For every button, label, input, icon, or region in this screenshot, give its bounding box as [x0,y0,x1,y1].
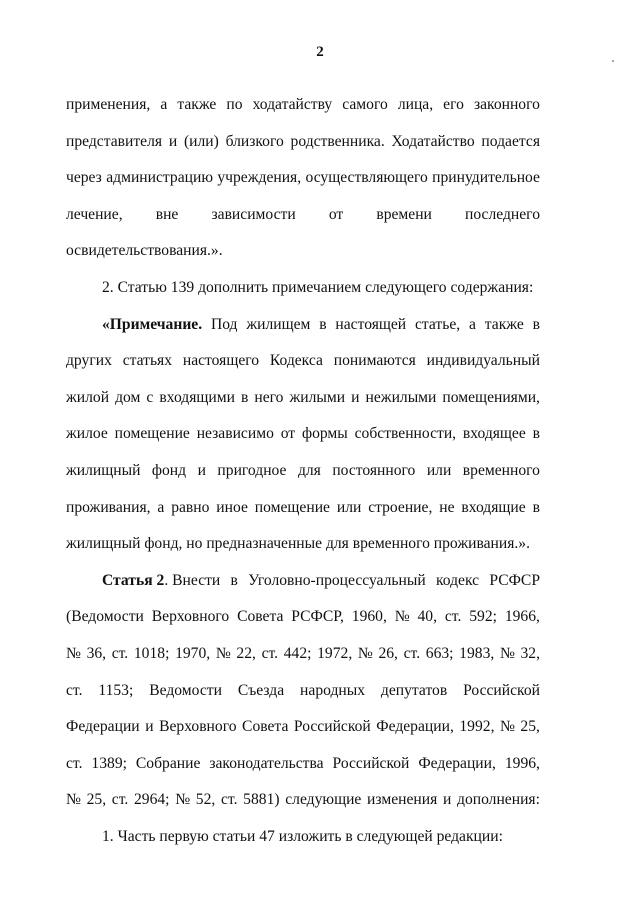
word: зависимости [211,205,296,223]
word: 32, [520,644,540,662]
text-line [66,746,540,783]
word: иное [216,498,248,516]
word: не [439,498,455,516]
text-line [66,343,540,380]
paragraph-part-47: 1. Часть первую статьи 47 изложить в следующей редакции: [102,827,503,845]
scan-speck [612,60,614,62]
word: Федерации [66,718,140,736]
word: и [351,388,360,406]
word: 52, [195,791,216,809]
word: него [254,388,284,406]
word: других [66,352,112,370]
word: Российской [463,681,540,699]
word: самого [342,96,388,113]
word: или [336,498,362,516]
word: вне [155,205,179,223]
word: Ходатайство [391,132,475,150]
word: ст. [221,791,238,809]
word: № [357,644,373,662]
word: проживания, [66,498,151,516]
word: и [145,718,154,736]
word: 26, [378,644,398,662]
word: в [532,315,540,333]
word: 1972, [317,644,353,662]
article-2-first [102,563,220,600]
text-line [66,490,540,527]
word: 5881) [243,791,280,809]
word: народных [300,681,366,699]
word: Верховного [151,608,230,626]
word: от [328,205,344,223]
word: 25, [520,718,540,736]
word: принудительное [432,169,540,187]
word: фонд [151,461,187,479]
word: настоящего [182,352,260,370]
article-2-w3: Уголовно-процессуальный [248,571,426,589]
text-line [66,87,540,124]
word: жилое [66,425,108,443]
word: № [500,718,515,736]
word: Собрание [135,754,201,772]
word: ст. [66,681,83,699]
word: дом [115,388,141,406]
word: понимаются [333,352,416,370]
word: 1970, [175,644,211,662]
text-line [66,782,540,819]
word: нежилыми [365,388,437,406]
word: 36, [86,644,107,662]
word: 1153; [98,681,134,699]
word: близкого [225,132,284,150]
word: по [226,96,243,113]
word: а [469,315,476,333]
word: для [297,461,321,479]
document-body [66,87,540,855]
word: изменения [367,791,438,809]
word: подается [481,132,540,150]
note-label: «Примечание. [102,315,203,333]
word: и [168,132,178,150]
text-line [66,124,540,161]
word: помещениями, [442,388,540,406]
article-2-heading-line [66,563,540,600]
text-line: освидетельствования.». [66,242,223,260]
word: в [319,315,327,333]
word: в [532,498,540,516]
word: последнего [465,205,540,223]
word: индивидуальный [426,352,540,370]
word: 1992, [459,718,495,736]
word: № [394,608,410,626]
word: ст. [111,791,129,809]
word: также [484,315,524,333]
word: входящие [461,498,526,516]
word: дополнения: [457,791,540,809]
word: 1389; [91,754,127,772]
word: лечение, [66,205,123,223]
word: 40, [417,608,437,626]
word: законного [473,96,540,113]
word: жилищный [66,461,141,479]
article-2-w2: в [230,571,238,589]
word: его [443,96,464,113]
word: РСФСР, [291,608,344,626]
word: в [241,388,249,406]
word: Совета [237,608,284,626]
word: Съезда [237,681,285,699]
word: помещение [254,498,330,516]
note-heading-line [66,307,540,344]
word: статьях [122,352,173,370]
word: администрацию [106,169,213,187]
word: формы [301,425,348,443]
word: с [146,388,154,406]
word: в [532,425,540,443]
word: равно [171,498,210,516]
word: пригодное [217,461,287,479]
word: Под [210,315,238,333]
word: собственности, [354,425,457,443]
word: Российской [332,754,410,772]
word: № [215,644,231,662]
text-line [66,453,540,490]
word: Федерации, [418,754,496,772]
text-line [66,416,540,453]
word: Совета [242,718,289,736]
word: лица, [397,96,434,113]
word: и [197,461,206,479]
text-line [66,197,540,234]
word: строение, [368,498,433,516]
word: 22, [236,644,256,662]
word: ст. [261,644,279,662]
word: статье, [414,315,461,333]
word: независимо [196,425,274,443]
word: входящими [159,388,235,406]
text-line [66,636,540,673]
word: 2964; [133,791,170,809]
word: 1966, [504,608,540,626]
word: Российской [293,718,371,736]
word: 1018; [133,644,170,662]
word: временного [462,461,540,479]
word: 1996, [504,754,540,772]
word: постоянного [332,461,416,479]
word: 1983, [459,644,495,662]
word: или [426,461,452,479]
text-line [66,160,540,197]
paragraph-amend-139: 2. Статью 139 дополнить примечанием следующего содержания: [102,278,534,296]
word: 592; [469,608,497,626]
word: ст. [111,644,129,662]
word: и [442,791,452,809]
word: настоящей [335,315,407,333]
word: ст. [444,608,462,626]
word: жилой [66,388,110,406]
word: следующие [285,791,362,809]
word: (или) [183,132,219,150]
word: № [175,791,191,809]
word: также [177,96,217,113]
word: (Ведомости [66,608,144,626]
page-number: 2 [316,44,324,60]
word: учреждения, [217,169,302,187]
text-line [66,709,540,746]
word: от [280,425,296,443]
word: через [66,169,102,187]
word: Верховного [159,718,237,736]
text-line [66,380,540,417]
text-line: жилищный фонд, но предназначенные для временного проживания.». [66,535,530,553]
word: применения, [66,96,151,113]
word: № [66,791,81,809]
word: 25, [86,791,107,809]
word: родственника. [290,132,385,150]
article-2-w5: РСФСР [489,571,540,589]
article-2-w4: кодекс [435,571,480,589]
word: 1960, [351,608,387,626]
word: а [160,96,168,113]
word: представителя [66,132,163,150]
word: помещение [114,425,190,443]
word: законодательства [209,754,324,772]
word: 663; [425,644,454,662]
word: Ведомости [149,681,222,699]
article-2-label: Статья 2 [102,571,165,589]
word: Федерации, [376,718,454,736]
word: входящее [462,425,526,443]
article-2-dot: . Внести [164,571,221,589]
word: жилищем [246,315,311,333]
word: депутатов [380,681,448,699]
word: ст. [403,644,421,662]
text-line [66,599,540,636]
word: ходатайству [252,96,333,113]
word: времени [376,205,432,223]
word: жилыми [289,388,346,406]
word: ст. [66,754,83,772]
text-line [66,673,540,710]
word: а [157,498,165,516]
word: 442; [283,644,312,662]
word: Кодекса [269,352,323,370]
word: № [499,644,515,662]
word: № [66,644,81,662]
word: осуществляющего [305,169,428,187]
